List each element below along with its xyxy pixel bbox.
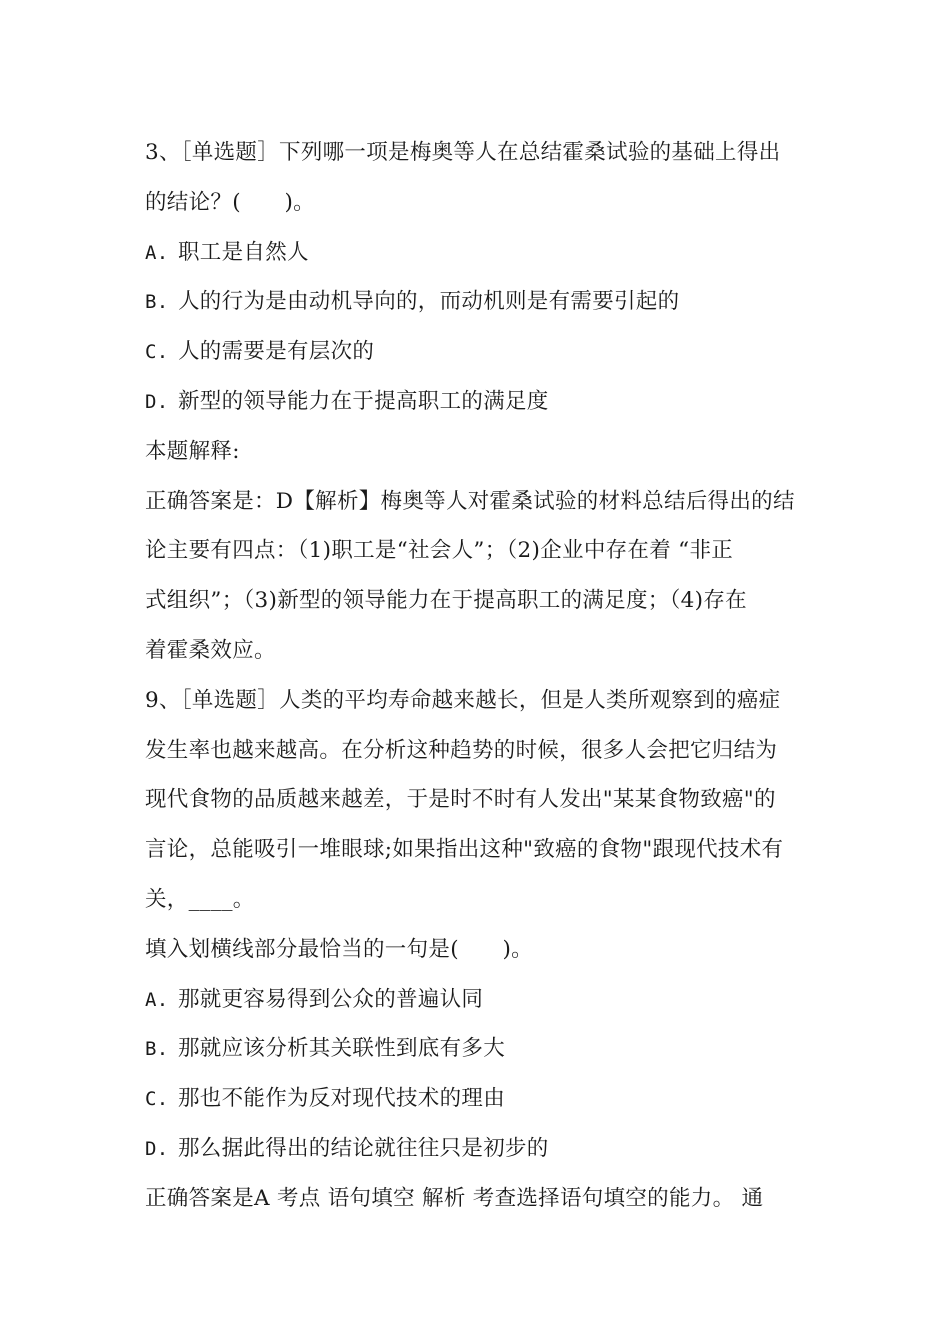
option-text: 那也不能作为反对现代技术的理由 (178, 1086, 506, 1112)
question-3-answer-line-1: 正确答案是：D【解析】梅奥等人对霍桑试验的材料总结后得出的结 (145, 488, 795, 514)
option-letter: C. (145, 341, 169, 364)
question-9-option-c (145, 1074, 810, 1124)
question-9-stem-line-3: 现代食物的品质越来越差，于是时不时有人发出"某某食物致癌"的 (145, 787, 776, 813)
option-letter: D. (145, 1137, 169, 1160)
document-page (145, 128, 810, 1224)
option-text: 人的行为是由动机导向的，而动机则是有需要引起的 (178, 289, 680, 315)
question-3-answer-line-2: 论主要有四点：（1)职工是“社会人”；（2)企业中存在着 “非正 (145, 538, 734, 564)
question-3-option-a (145, 228, 810, 278)
question-3-answer-line-3: 式组织”；（3)新型的领导能力在于提高职工的满足度；（4)存在 (145, 588, 747, 614)
question-3-stem-line-2: 的结论？( )。 (145, 189, 315, 215)
question-3-answer-line-4: 着霍桑效应。 (145, 637, 276, 663)
question-3-stem-line-1: 3、［单选题］下列哪一项是梅奥等人在总结霍桑试验的基础上得出 (145, 140, 781, 165)
question-9-stem-line-1: 9、［单选题］人类的平均寿命越来越长，但是人类所观察到的癌症 (145, 687, 781, 713)
option-text: 那就应该分析其关联性到底有多大 (178, 1036, 506, 1062)
question-9-prompt: 填入划横线部分最恰当的一句是( )。 (145, 936, 533, 962)
question-9-stem-line-5: 关，____。 (145, 886, 255, 912)
question-9-option-b (145, 1024, 810, 1074)
option-text: 那么据此得出的结论就往往只是初步的 (178, 1135, 549, 1161)
question-9-option-a (145, 975, 810, 1025)
option-letter: B. (145, 1038, 169, 1061)
option-text: 那就更容易得到公众的普遍认同 (178, 986, 484, 1012)
question-9-answer-line: 正确答案是A 考点 语句填空 解析 考查选择语句填空的能力。 通 (145, 1185, 764, 1211)
question-3-explanation-label: 本题解释: (145, 438, 240, 464)
question-9-stem-line-2: 发生率也越来越高。在分析这种趋势的时候，很多人会把它归结为 (145, 737, 778, 763)
option-letter: C. (145, 1088, 169, 1111)
option-letter: A. (145, 241, 169, 264)
question-9-stem-line-4: 言论，总能吸引一堆眼球;如果指出这种"致癌的食物"跟现代技术有 (145, 837, 784, 863)
question-3-option-c (145, 327, 810, 377)
option-text: 人的需要是有层次的 (178, 339, 375, 365)
option-text: 职工是自然人 (178, 239, 309, 265)
option-text: 新型的领导能力在于提高职工的满足度 (178, 388, 549, 414)
question-3-option-d (145, 377, 810, 427)
question-3-option-b (145, 277, 810, 327)
option-letter: A. (145, 988, 169, 1011)
question-9-option-d (145, 1124, 810, 1174)
option-letter: D. (145, 390, 169, 413)
option-letter: B. (145, 291, 169, 314)
